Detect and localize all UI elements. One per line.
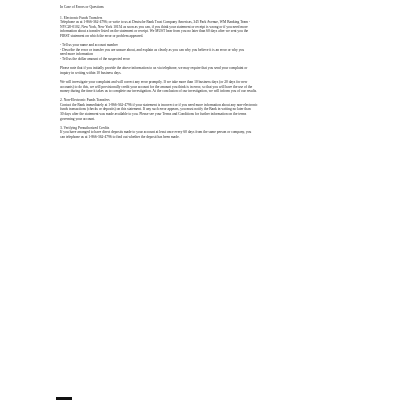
electronic-transfers-paragraph	[60, 20, 340, 38]
disclosure-text-block	[60, 5, 340, 144]
investigation-paragraph	[60, 80, 340, 94]
text-line: NYC20-0102, New York, New York 10154 as soon as you can, if you think your statement or receipt is wrong or if you need more	[60, 24, 248, 29]
text-line: If you have arranged to have direct deposits made to your account at least once every 60 days from the same person or company, you	[60, 130, 252, 135]
text-line: money during the time it takes us to complete our investigation. At the conclusion of our investigation, we will inform you of our results.	[60, 89, 258, 94]
text-line: Please note that if you initially provide the above information to us via telephone, we may require that you send your complaint or	[60, 66, 248, 71]
text-line: funds transactions (checks or deposits) on this statement. If any such error appears, you must notify the Bank in writing no later than	[60, 107, 251, 112]
text-line: We will investigate your complaint and will correct any error promptly. If we take more than 10 business days (or 20 days for new	[60, 79, 248, 84]
text-line: FIRST statement on which the error or problem appeared.	[60, 33, 144, 38]
preauthorized-credits-paragraph	[60, 130, 340, 139]
text-line: accounts) to do this, we will provisionally credit your account for the amount you think is in error, so that you will have the use of the	[60, 84, 253, 89]
non-electronic-transfers-paragraph	[60, 103, 340, 121]
text-line: Telephone us at 1-866-362-4796; or write to us at Deutsche Bank Trust Company Americas, 345 Park Avenue, WM Banking Team -	[60, 20, 251, 25]
section-title-electronic-transfers: 1. Electronic Funds Transfers	[60, 15, 103, 20]
section-title-preauthorized-credits: 3. Verifying Preauthorized Credits	[60, 125, 110, 130]
list-item: - Tell us your name and account number	[60, 43, 118, 48]
required-info-list	[60, 43, 340, 61]
list-item: need more information	[60, 52, 93, 57]
text-line: information about a transfer listed on the statement or receipt. We MUST hear from you no later than 60 days after we sent you the	[60, 29, 249, 34]
text-line: Contact the Bank immediately at 1-866-362-4796 if your statement is incorrect or if you need more information about any non-electronic	[60, 102, 258, 107]
text-line: inquiry in writing within 10 business days.	[60, 70, 122, 75]
list-item: - Describe the error or transfer you are unsure about, and explain as clearly as you can why you believe it is an error or why you	[60, 47, 245, 52]
section-title-non-electronic-transfers: 2. Non-Electronic Funds Transfers	[60, 98, 110, 103]
page-heading: In Case of Errors or Questions	[60, 5, 104, 9]
text-line: can telephone us at 1-866-362-4796 to find out whether the deposit has been made.	[60, 135, 180, 140]
list-item: - Tell us the dollar amount of the suspected error	[60, 56, 130, 61]
text-line: governing your account.	[60, 116, 96, 121]
written-confirmation-paragraph	[60, 66, 340, 75]
text-line: 30 days after the statement was made available to you. Please see your Terms and Conditions for further information on the terms	[60, 112, 247, 117]
